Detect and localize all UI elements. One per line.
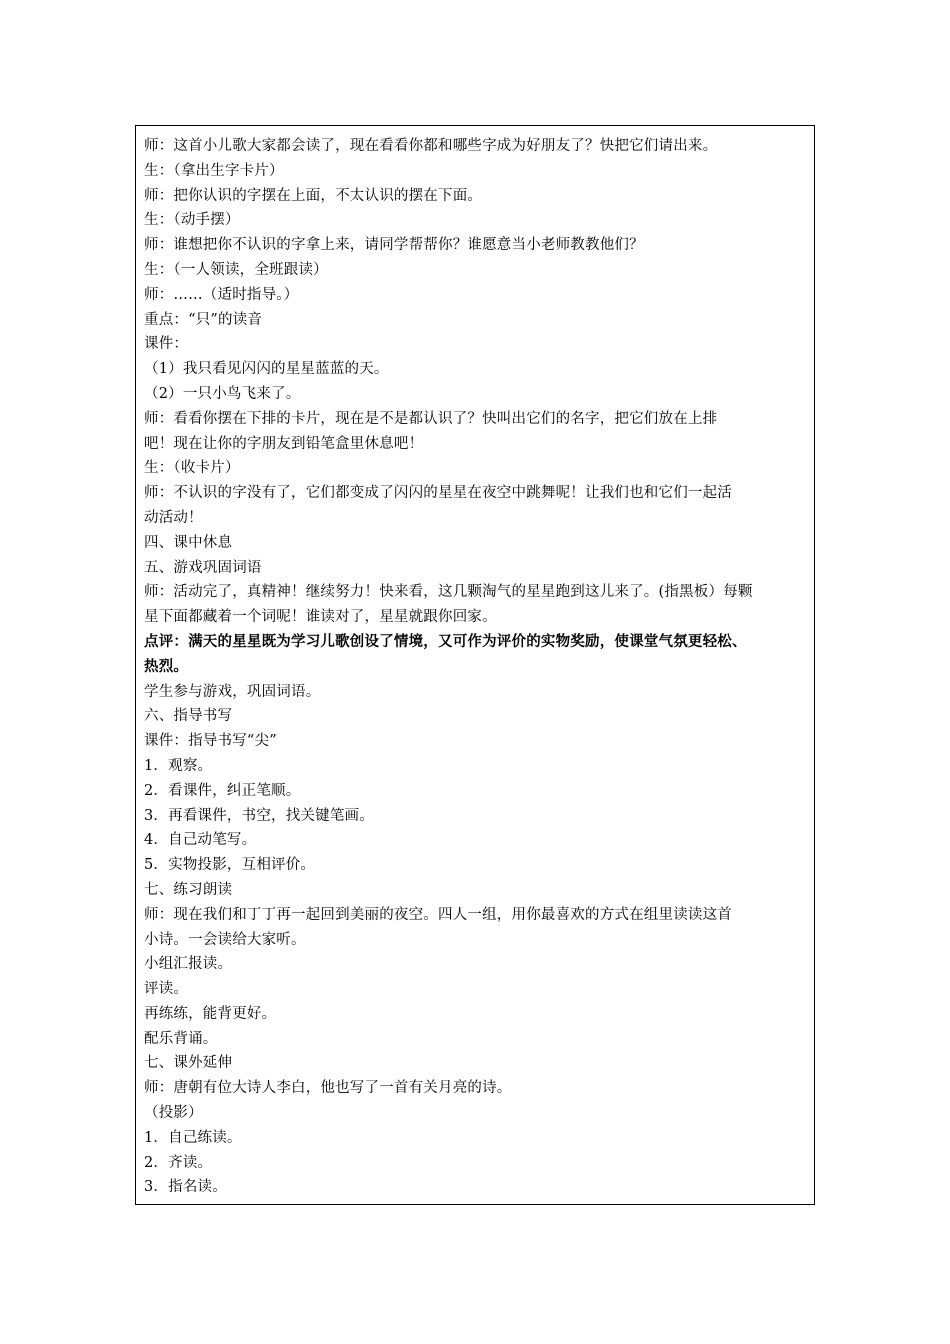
- text-line: 生：（拿出生字卡片）: [144, 162, 284, 179]
- text-line: （1）我只看见闪闪的星星蓝蓝的天。: [144, 361, 389, 378]
- text-line: 动活动！: [144, 509, 203, 526]
- document-page-frame: [135, 125, 815, 1205]
- text-line: 五、游戏巩固词语: [144, 559, 262, 576]
- text-line: 师：把你认识的字摆在上面，不太认识的摆在下面。: [144, 187, 483, 204]
- text-line: 七、练习朗读: [144, 881, 233, 898]
- text-line: 吧！现在让你的字朋友到铅笔盒里休息吧！: [144, 435, 424, 452]
- text-line: 配乐背诵。: [144, 1030, 218, 1047]
- text-line: （2）一只小鸟飞来了。: [144, 385, 301, 402]
- comment-line: 点评：满天的星星既为学习儿歌创设了情境，又可作为评价的实物奖励，使课堂气氛更轻松、: [144, 632, 747, 650]
- text-line: 师：不认识的字没有了，它们都变成了闪闪的星星在夜空中跳舞呢！让我们也和它们一起活: [144, 485, 732, 502]
- text-line: 学生参与游戏，巩固词语。: [144, 683, 321, 700]
- text-line: 生：（动手摆）: [144, 212, 240, 229]
- text-line: 师：唐朝有位大诗人李白，他也写了一首有关月亮的诗。: [144, 1080, 512, 1097]
- text-line: 2．看课件，纠正笔顺。: [144, 782, 301, 799]
- text-line: 4．自己动笔写。: [144, 832, 257, 849]
- comment-line: 热烈。: [144, 657, 189, 675]
- text-line: 生：（一人领读，全班跟读）: [144, 261, 328, 278]
- text-line: 1．自己练读。: [144, 1129, 242, 1146]
- text-line: 星下面都藏着一个词呢！谁读对了，星星就跟你回家。: [144, 609, 497, 626]
- text-line: 再练练，能背更好。: [144, 1005, 277, 1022]
- text-line: 七、课外延伸: [144, 1055, 233, 1072]
- text-line: 师：这首小儿歌大家都会读了，现在看看你都和哪些字成为好朋友了？快把它们请出来。: [144, 138, 718, 154]
- text-line: 生：（收卡片）: [144, 460, 240, 477]
- text-line: （投影）: [144, 1105, 203, 1122]
- text-line: 师：现在我们和丁丁再一起回到美丽的夜空。四人一组，用你最喜欢的方式在组里读读这首: [144, 906, 732, 923]
- text-line: 课件：: [144, 336, 189, 353]
- text-line: 四、课中休息: [144, 534, 233, 551]
- text-line: 师：活动完了，真精神！继续努力！快来看，这几颗淘气的星星跑到这儿来了。(指黑板）每颗: [144, 584, 753, 601]
- text-line: 1．观察。: [144, 757, 213, 774]
- text-line: 小组汇报读。: [144, 956, 233, 973]
- document-body: [144, 134, 808, 1200]
- text-line: 5．实物投影，互相评价。: [144, 857, 316, 874]
- text-line: 2．齐读。: [144, 1154, 213, 1171]
- text-line: 师：……（适时指导。）: [144, 286, 299, 303]
- text-line: 小诗。一会读给大家听。: [144, 931, 306, 948]
- text-line: 师：看看你摆在下排的卡片，现在是不是都认识了？快叫出它们的名字，把它们放在上排: [144, 410, 718, 427]
- text-line: 师：谁想把你不认识的字拿上来，请同学帮帮你？谁愿意当小老师教教他们？: [144, 237, 644, 254]
- text-line: 六、指导书写: [144, 708, 233, 725]
- text-line: 3．指名读。: [144, 1179, 227, 1196]
- text-line: 课件：指导书写“尖”: [144, 733, 277, 750]
- text-line: 3．再看课件，书空，找关键笔画。: [144, 807, 374, 824]
- text-line: 评读。: [144, 981, 189, 998]
- text-line: 重点：“只”的读音: [144, 311, 263, 328]
